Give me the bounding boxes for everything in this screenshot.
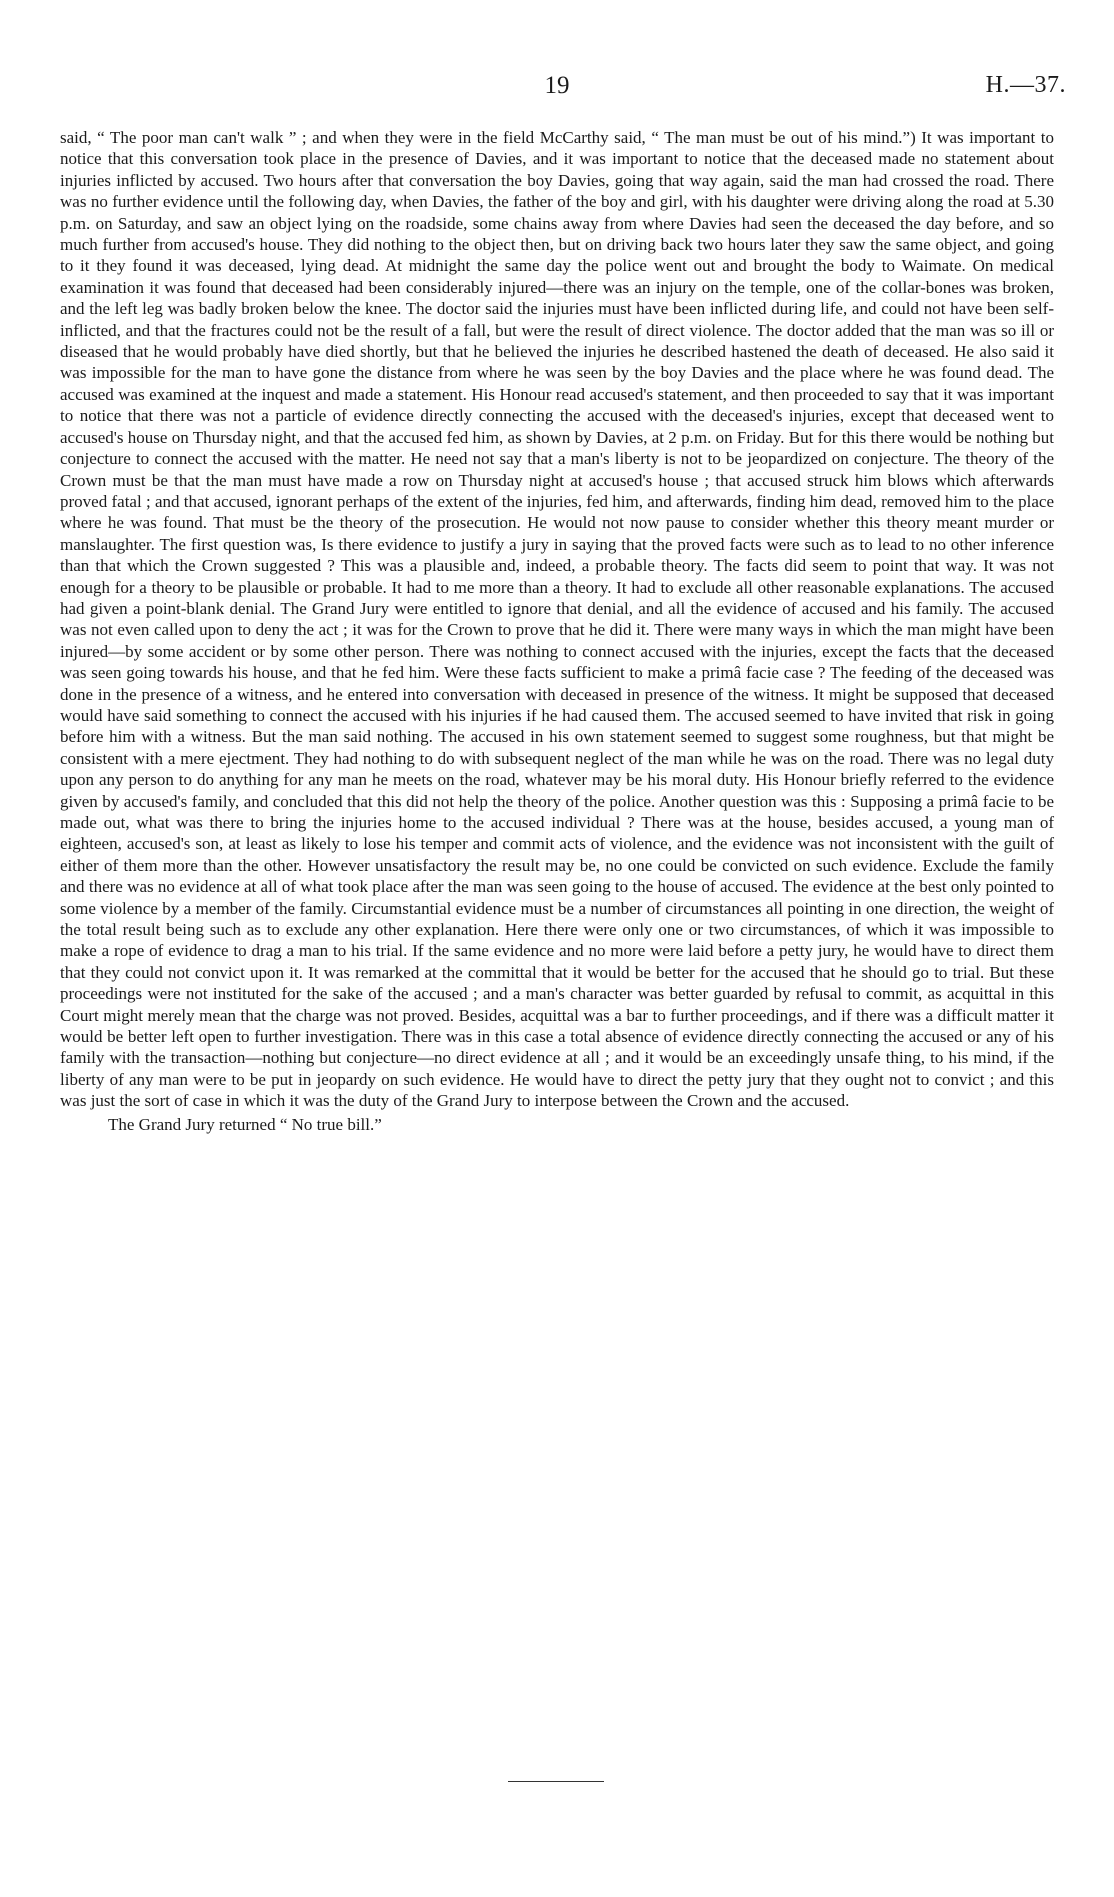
document-reference: H.—37.	[985, 72, 1066, 98]
main-paragraph: said, “ The poor man can't walk ” ; and when they were in the field McCarthy said, “ The man must be out of his mind.”) It was important to notice that this conversation took place in the presence of Davies, and it was important to notice that the deceased made no statement about injuries inflicted by accused. Two hours after that conversation the boy Davies, going that way again, said the man had crossed the road. There was no further evidence until the following day, when Davies, the father of the boy and girl, with his daughter were driving along the road at 5.30 p.m. on Saturday, and saw an object lying on the roadside, some chains away from where Davies had seen the deceased the day before, and so much further from accused's house. They did nothing to the object then, but on driving back two hours later they saw the same object, and going to it they found it was deceased, lying dead. At midnight the same day the police went out and brought the body to Waimate. On medical examination it was found that deceased had been considerably injured—there was an injury on the temple, one of the collar-bones was broken, and the left leg was badly broken below the knee. The doctor said the injuries must have been inflicted during life, and could not have been self-inflicted, and that the fractures could not be the result of a fall, but were the result of direct violence. The doctor added that the man was so ill or diseased that he would probably have died shortly, but that he believed the injuries he described hastened the death of deceased. He also said it was impossible for the man to have gone the distance from where he was seen by the boy Davies and the place where he was found dead. The accused was examined at the inquest and made a statement. His Honour read accused's statement, and then proceeded to say that it was important to notice that there was not a particle of evidence directly connecting the accused with the deceased's injuries, except that deceased went to accused's house on Thursday night, and that the accused fed him, as shown by Davies, at 2 p.m. on Friday. But for this there would be nothing but conjecture to connect the accused with the matter. He need not say that a man's liberty is not to be jeopardized on conjecture. The theory of the Crown must be that the man must have made a row on Thursday night at accused's house ; that accused struck him blows which afterwards proved fatal ; and that accused, ignorant perhaps of the extent of the injuries, fed him, and afterwards, finding him dead, removed him to the place where he was found. That must be the theory of the prosecution. He would not now pause to consider whether this theory meant murder or manslaughter. The first question was, Is there evidence to justify a jury in saying that the proved facts were such as to lead to no other inference than that which the Crown suggested ? This was a plausible and, indeed, a probable theory. The facts did seem to point that way. It was not enough for a theory to be plausible or probable. It had to me more than a theory. It had to exclude all other reasonable explanations. The accused had given a point-blank denial. The Grand Jury were entitled to ignore that denial, and all the evidence of accused and his family. The accused was not even called upon to deny the act ; it was for the Crown to prove that he did it. There were many ways in which the man might have been injured—by some accident or by some other person. There was nothing to connect accused with the injuries, except the facts that the deceased was seen going towards his house, and that he fed him. Were these facts sufficient to make a primâ facie case ? The feeding of the deceased was done in the presence of a witness, and he entered into conversation with deceased in presence of the witness. It might be supposed that deceased would have said something to connect the accused with his injuries if he had caused them. The accused seemed to have invited that risk in going before him with a witness. But the man said nothing. The accused in his own statement seemed to suggest some roughness, but that might be consistent with a mere ejectment. They had nothing to do with subsequent neglect of the man while he was on the road. There was no legal duty upon any person to do anything for any man he meets on the road, whatever may be his moral duty. His Honour briefly referred to the evidence given by accused's family, and concluded that this did not help the theory of the police. Another question was this : Supposing a primâ facie to be made out, what was there to bring the injuries home to the accused individual ? There was at the house, besides accused, a young man of eighteen, accused's son, at least as likely to lose his temper and commit acts of violence, and the evidence was not inconsistent with the guilt of either of them more than the other. However unsatisfactory the result may be, no one could be convicted on such evidence. Exclude the family and there was no evidence at all of what took place after the man was seen going to the house of accused. The evidence at the best only pointed to some violence by a member of the family. Circumstantial evidence must be a number of circumstances all pointing in one direction, the weight of the total result being such as to exclude any other explanation. Here there were only one or two circumstances, of which it was impossible to make a rope of evidence to drag a man to his trial. If the same evidence and no more were laid before a petty jury, he would have to direct them that they could not convict upon it. It was remarked at the committal that it would be better for the accused that he should go to trial. But these proceedings were not instituted for the sake of the accused ; and a man's character was better guarded by refusal to commit, as acquittal in this Court might merely mean that the charge was not proved. Besides, acquittal was a bar to further proceedings, and if there was a difficult matter it would be better left open to further investigation. There was in this case a total absence of evidence directly connecting the accused or any of his family with the transaction—nothing but conjecture—no direct evidence at all ; and it would be an exceedingly unsafe thing, to his mind, if the liberty of any man were to be put in jeopardy on such evidence. He would have to direct the petty jury that they ought not to convict ; and this was just the sort of case in which it was the duty of the Grand Jury to interpose between the Crown and the accused.	[60, 128, 1054, 1111]
closing-rule	[508, 1781, 604, 1782]
page-number: 19	[544, 72, 570, 99]
body-text	[60, 127, 1054, 1135]
page-header	[0, 72, 1114, 106]
verdict-paragraph: The Grand Jury returned “ No true bill.”	[108, 1114, 382, 1134]
